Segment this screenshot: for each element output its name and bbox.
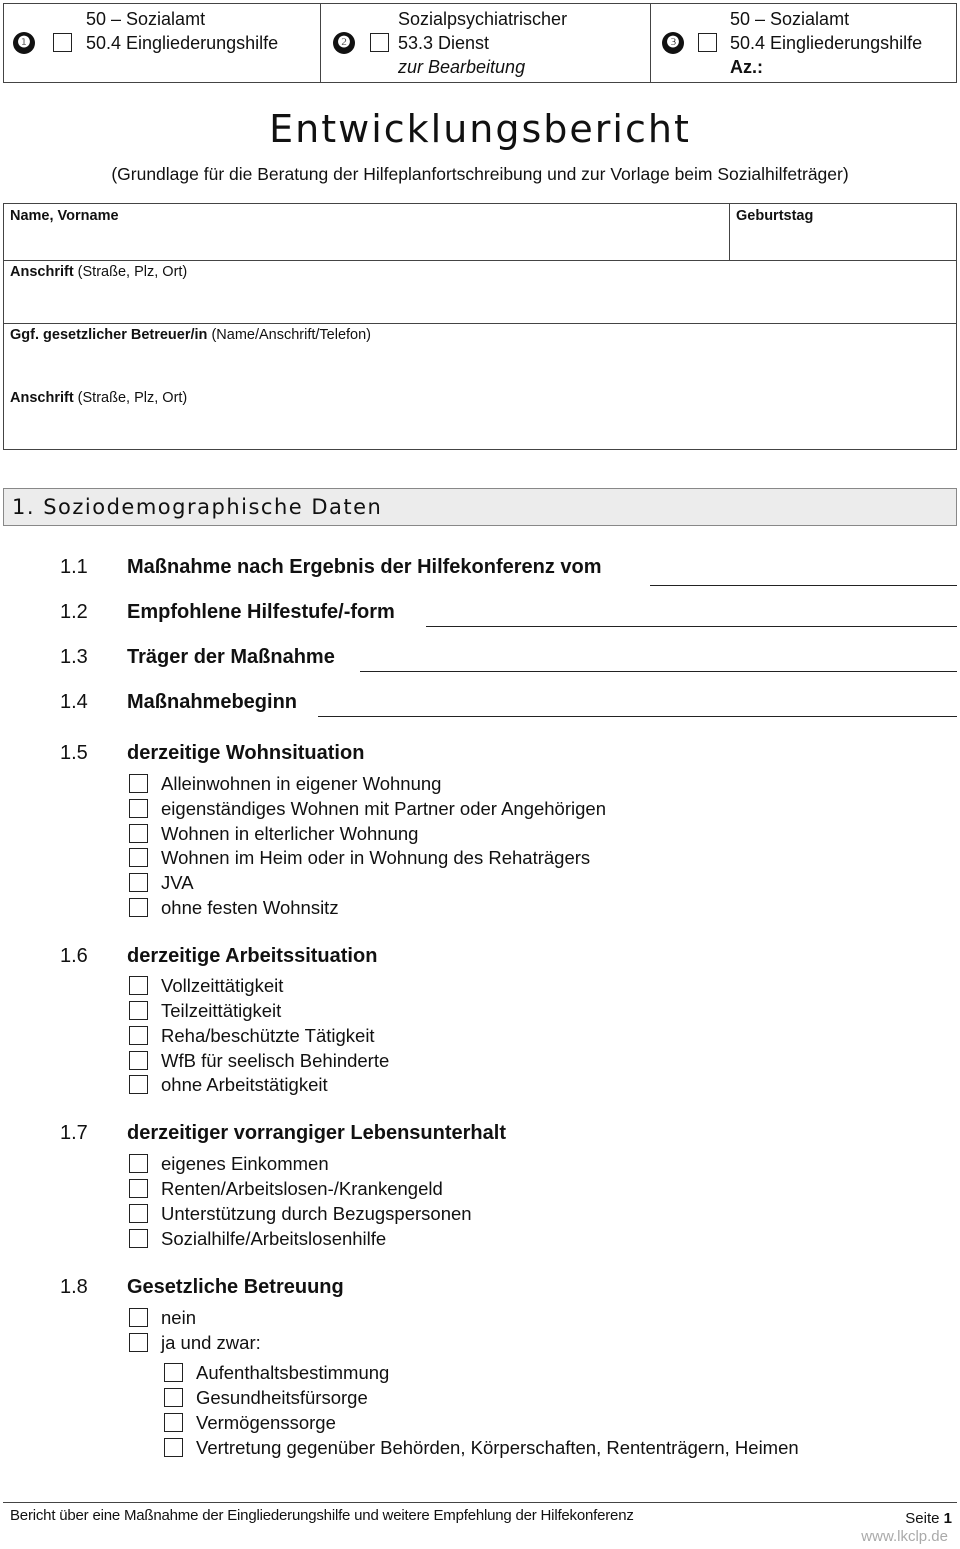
address-label: Anschrift (Straße, Plz, Ort) [10,264,188,280]
q12-number: 1.2 [60,601,88,623]
birthday-label: Geburtstag [736,208,814,224]
routing-divider [650,3,651,83]
q13-label: Träger der Maßnahme [127,646,335,668]
q12-label: Empfohlene Hilfestufe/-form [127,601,395,623]
option-label: Vollzeittätigkeit [161,975,284,996]
routing-divider [320,3,321,83]
footer-divider [3,1502,957,1503]
checkbox[interactable] [164,1413,183,1432]
option-label: Aufenthaltsbestimmung [196,1362,390,1383]
checkbox[interactable] [129,1154,148,1173]
q13-number: 1.3 [60,646,88,668]
option-label: Reha/beschützte Tätigkeit [161,1025,375,1046]
option-label: eigenes Einkommen [161,1153,329,1174]
q14-label: Maßnahmebeginn [127,691,298,713]
option-label: Alleinwohnen in eigener Wohnung [161,773,442,794]
checkbox[interactable] [129,824,148,843]
checkbox[interactable] [129,898,148,917]
q12-answer-line[interactable] [426,626,957,627]
option-label: Gesundheitsfürsorge [196,1387,368,1408]
route-number-3: ❸ [662,32,684,54]
q13-answer-line[interactable] [360,671,957,672]
option-label: Wohnen im Heim oder in Wohnung des Rehaträgers [161,847,591,868]
checkbox[interactable] [129,1204,148,1223]
guardian-label: Ggf. gesetzlicher Betreuer/in (Name/Anschrift/Telefon) [10,327,372,343]
case-number-label: Az.: [730,57,763,77]
route-3-line1: 50 – Sozialamt [730,9,850,29]
page-number: Seite 1 [905,1510,952,1527]
checkbox[interactable] [164,1388,183,1407]
option-label: nein [161,1307,196,1328]
option-label: Renten/Arbeitslosen-/Krankengeld [161,1178,443,1199]
checkbox[interactable] [129,774,148,793]
route-1-line2: 50.4 Eingliederungshilfe [86,33,279,53]
q11-answer-line[interactable] [650,585,957,586]
checkbox[interactable] [129,1308,148,1327]
q14-number: 1.4 [60,691,88,713]
checkbox[interactable] [129,1001,148,1020]
section-heading: 1. Soziodemographische Daten [3,488,957,526]
option-label: Sozialhilfe/Arbeitslosenhilfe [161,1228,387,1249]
option-label: ohne Arbeitstätigkeit [161,1074,328,1095]
checkbox[interactable] [129,1075,148,1094]
checkbox[interactable] [129,799,148,818]
checkbox[interactable] [164,1438,183,1457]
footer-text: Bericht über eine Maßnahme der Eingliederungshilfe und weitere Empfehlung der Hilfekonferenz [10,1507,634,1524]
route-1-line1: 50 – Sozialamt [86,9,206,29]
checkbox[interactable] [129,1026,148,1045]
option-label: JVA [161,872,194,893]
q15-number: 1.5 [60,742,88,764]
q11-label: Maßnahme nach Ergebnis der Hilfekonferenz vom [127,556,602,578]
q18-label: Gesetzliche Betreuung [127,1276,344,1298]
q17-label: derzeitiger vorrangiger Lebensunterhalt [127,1122,506,1144]
route-number-2: ❷ [333,32,355,54]
checkbox[interactable] [129,873,148,892]
route-2-line1: Sozialpsychiatrischer [398,9,568,29]
option-label: Vermögenssorge [196,1412,336,1433]
guardian-address-label: Anschrift (Straße, Plz, Ort) [10,390,188,406]
q17-number: 1.7 [60,1122,88,1144]
q18-number: 1.8 [60,1276,88,1298]
route-2-line2: 53.3 Dienst [398,33,490,53]
name-label: Name, Vorname [10,208,119,224]
q15-label: derzeitige Wohnsituation [127,742,365,764]
route-checkbox-3[interactable] [698,33,717,52]
q14-answer-line[interactable] [318,716,957,717]
route-checkbox-1[interactable] [53,33,72,52]
option-label: WfB für seelisch Behinderte [161,1050,390,1071]
route-number-1: ❶ [13,32,35,54]
document-subtitle: (Grundlage für die Beratung der Hilfeplanfortschreibung und zur Vorlage beim Sozialhilfeträger) [111,164,849,184]
route-3-line2: 50.4 Eingliederungshilfe [730,33,923,53]
option-label: ohne festen Wohnsitz [161,897,339,918]
checkbox[interactable] [129,976,148,995]
route-2-line3: zur Bearbeitung [398,57,526,77]
option-label: Teilzeittätigkeit [161,1000,282,1021]
q16-label: derzeitige Arbeitssituation [127,945,378,967]
watermark-url: www.lkclp.de [861,1528,948,1545]
checkbox[interactable] [129,1229,148,1248]
option-label: Wohnen in elterlicher Wohnung [161,823,419,844]
checkbox[interactable] [164,1363,183,1382]
checkbox[interactable] [129,1179,148,1198]
q11-number: 1.1 [60,556,88,578]
q16-number: 1.6 [60,945,88,967]
checkbox[interactable] [129,1051,148,1070]
checkbox[interactable] [129,848,148,867]
checkbox[interactable] [129,1333,148,1352]
option-label: Vertretung gegenüber Behörden, Körperschaften, Rententrägern, Heimen [196,1437,799,1458]
document-title: Entwicklungsbericht [269,107,691,151]
option-label: Unterstützung durch Bezugspersonen [161,1203,472,1224]
route-checkbox-2[interactable] [370,33,389,52]
option-label: eigenständiges Wohnen mit Partner oder Angehörigen [161,798,606,819]
option-label: ja und zwar: [161,1332,261,1353]
